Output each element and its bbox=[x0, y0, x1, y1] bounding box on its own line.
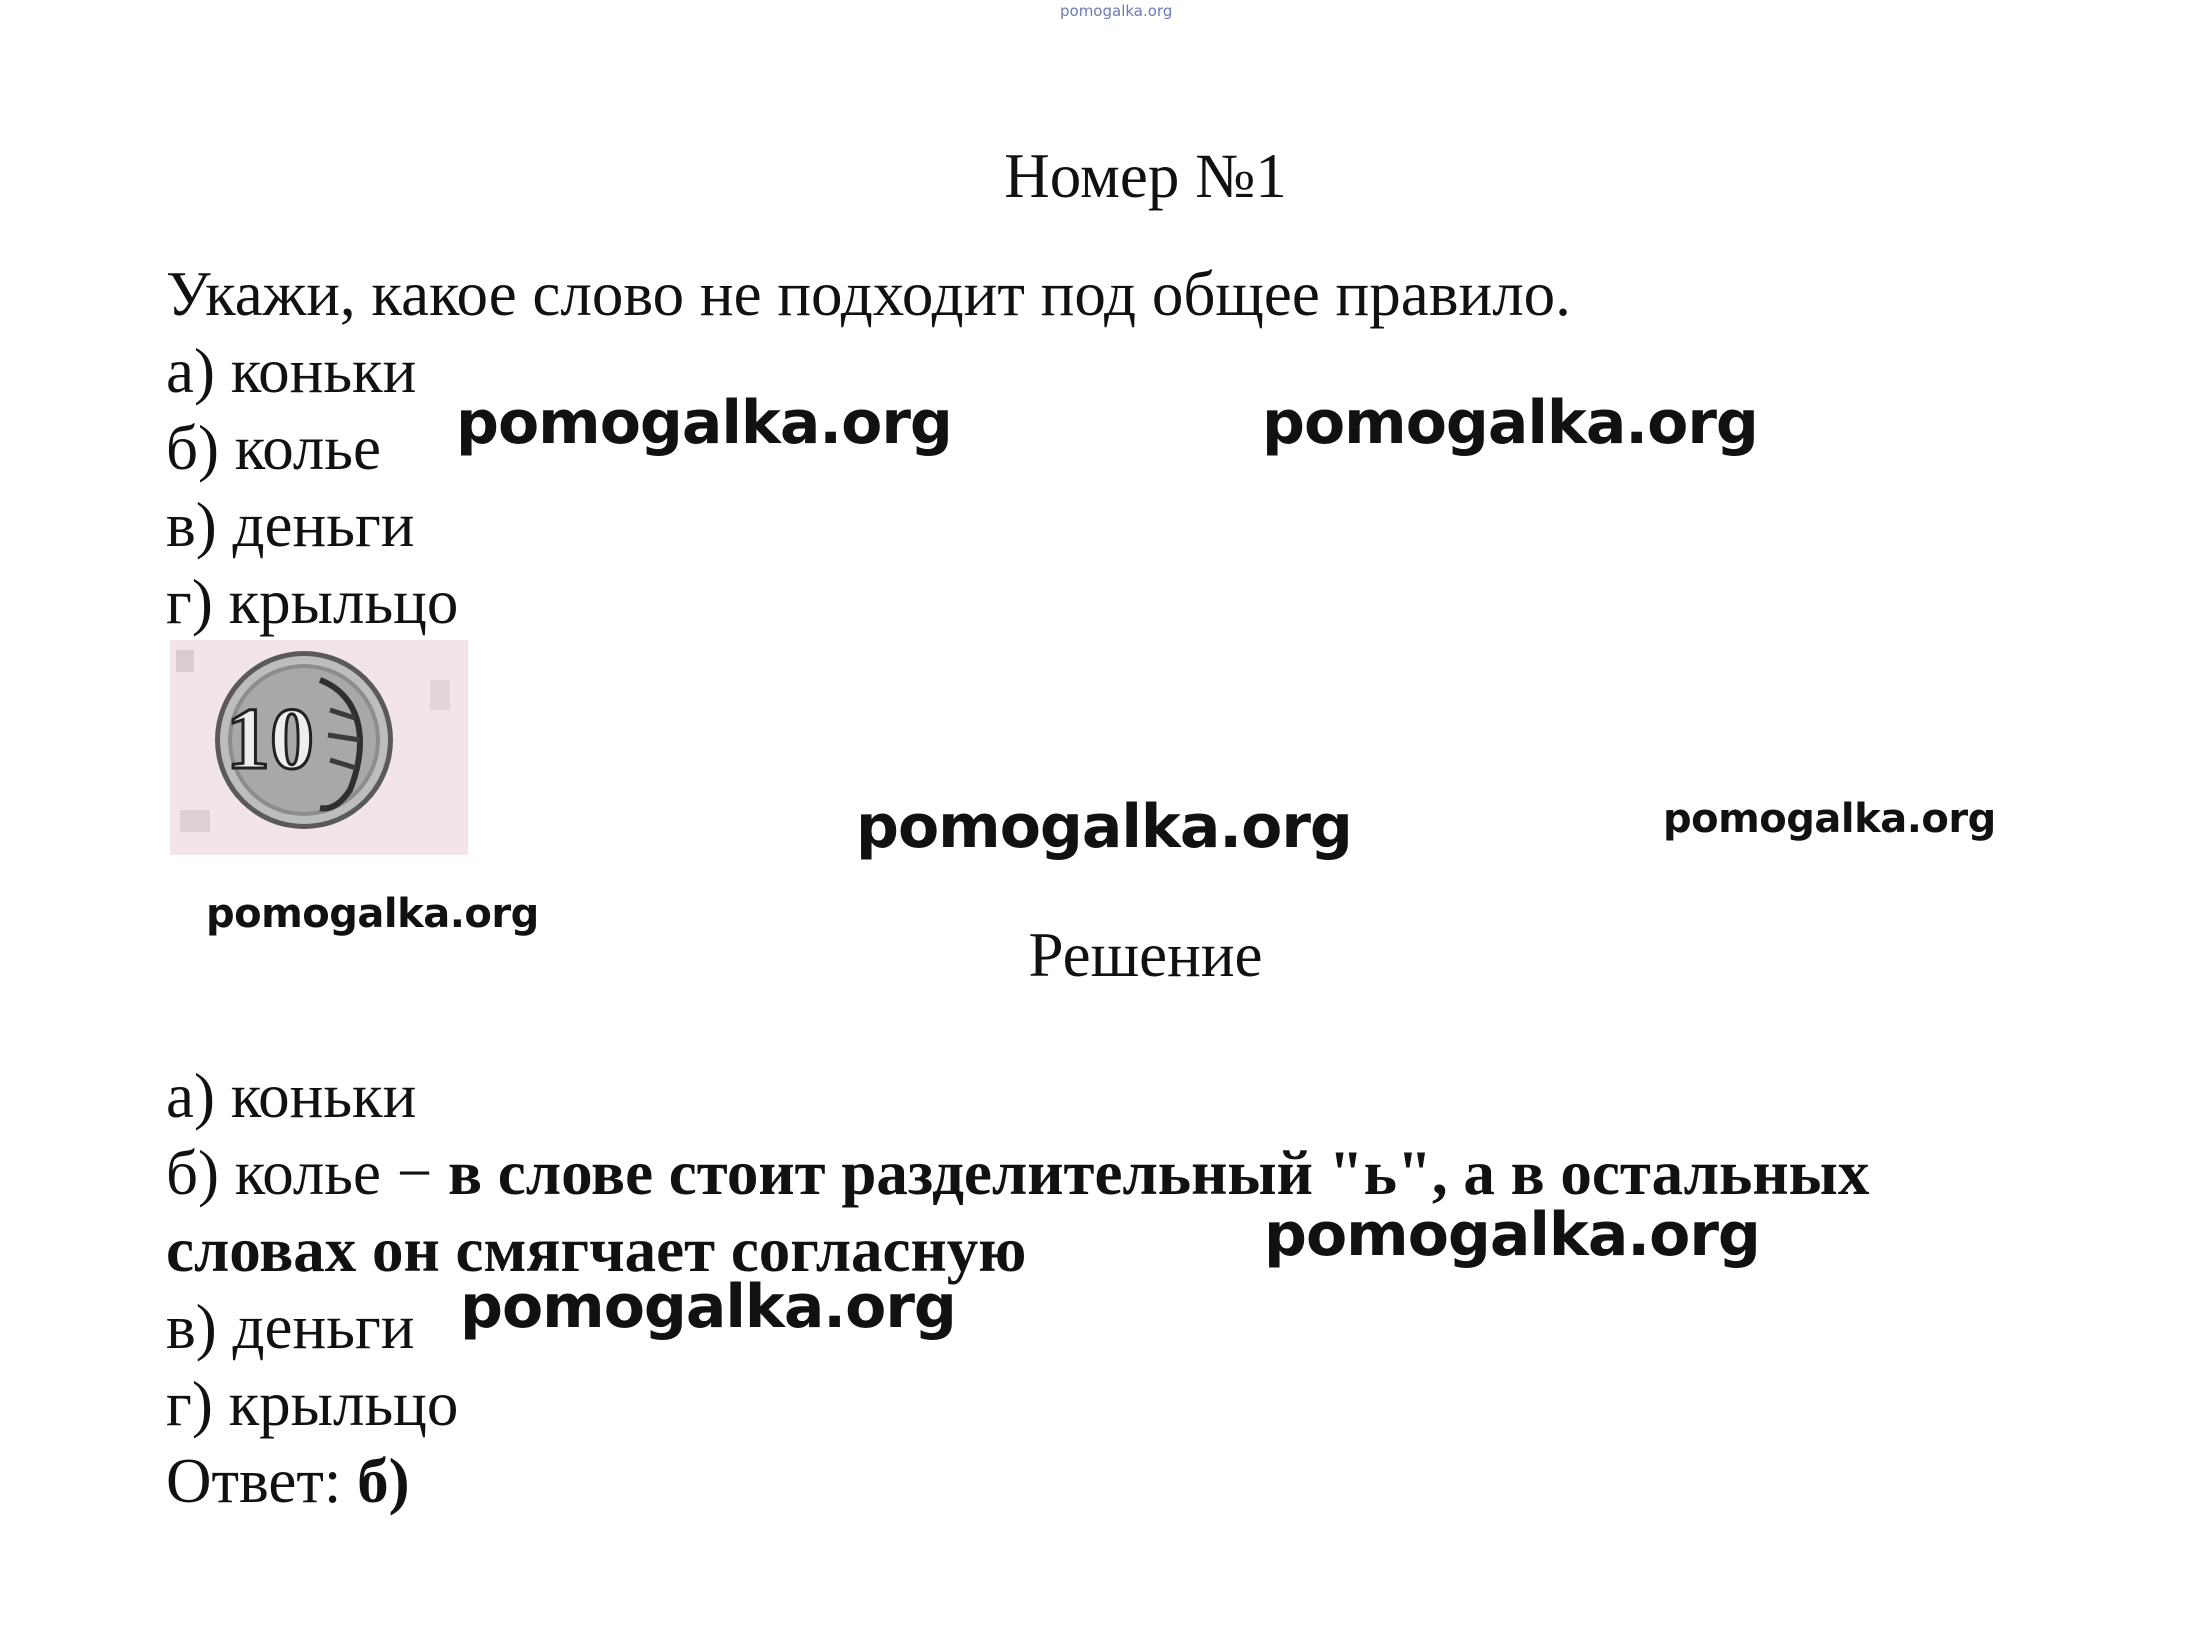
watermark: pomogalka.org bbox=[456, 388, 952, 458]
option-c: в) деньги bbox=[166, 490, 415, 560]
watermark: pomogalka.org bbox=[1262, 388, 1758, 458]
solution-a: а) коньки bbox=[166, 1061, 417, 1131]
watermark: pomogalka.org bbox=[1264, 1200, 1760, 1270]
option-a: а) коньки bbox=[166, 336, 417, 406]
solution-d: г) крыльцо bbox=[166, 1369, 459, 1439]
solution-c: в) деньги bbox=[166, 1292, 415, 1362]
solution-b-prefix: б) колье − bbox=[166, 1138, 449, 1208]
watermark: pomogalka.org bbox=[206, 891, 539, 937]
option-d: г) крыльцо bbox=[166, 567, 459, 637]
watermark: pomogalka.org bbox=[1663, 796, 1996, 842]
coin-image bbox=[170, 640, 468, 855]
watermark: pomogalka.org bbox=[460, 1272, 956, 1342]
coin-label: 10 bbox=[226, 691, 314, 788]
site-watermark-top: pomogalka.org bbox=[1060, 2, 1173, 20]
page-title: Номер №1 bbox=[1004, 141, 1287, 211]
task-text: Укажи, какое слово не подходит под общее правило. bbox=[166, 259, 1571, 329]
solution-b-explanation-1: в слове стоит разделительный "ь", а в остальных bbox=[448, 1138, 1870, 1208]
answer-label: Ответ: bbox=[166, 1446, 358, 1516]
watermark: pomogalka.org bbox=[856, 792, 1352, 862]
solution-heading: Решение bbox=[1028, 920, 1263, 990]
option-b: б) колье bbox=[166, 413, 381, 483]
answer-line bbox=[166, 1443, 410, 1519]
answer-value: б) bbox=[357, 1446, 410, 1516]
solution-b-explanation-2: словах он смягчает согласную bbox=[166, 1215, 1027, 1285]
